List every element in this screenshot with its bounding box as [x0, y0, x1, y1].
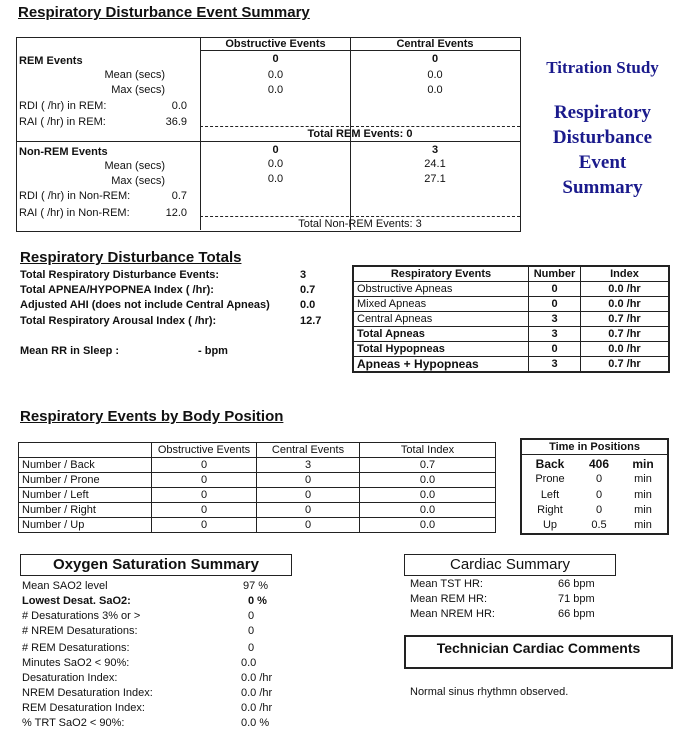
list-item [22, 580, 312, 595]
divider [17, 141, 520, 142]
event-number: 0 [529, 342, 581, 357]
event-label: Obstructive Apneas [353, 282, 529, 297]
oxygen-label: Lowest Desat. SaO2: [22, 595, 131, 607]
time-positions-title: Time in Positions [522, 440, 667, 455]
table-row [353, 357, 669, 373]
nrem-max-label: Max (secs) [111, 175, 165, 187]
list-item [22, 642, 312, 657]
respiratory-events-table [352, 265, 670, 373]
list-item [22, 595, 312, 610]
totals-row-value: 0.0 [300, 299, 316, 311]
side-title-study: Titration Study [546, 58, 659, 77]
divider [200, 126, 520, 127]
event-number: 3 [529, 327, 581, 342]
list-item [22, 687, 312, 702]
table-row [19, 518, 496, 533]
position-label: Number / Prone [19, 473, 152, 488]
time-in-positions-box [520, 438, 669, 535]
body-position-title: Respiratory Events by Body Position [20, 408, 284, 425]
event-index: 0.0 /hr [581, 342, 670, 357]
mean-rr-label: Mean RR in Sleep : [20, 345, 120, 357]
position-obs: 0 [152, 503, 257, 518]
list-item [22, 672, 312, 687]
nrem-obs-count: 0 [272, 144, 279, 156]
oxygen-label: REM Desaturation Index: [22, 702, 145, 714]
rem-obs-mean: 0.0 [267, 69, 284, 81]
position-obs: 0 [152, 458, 257, 473]
event-label: Apneas + Hypopneas [353, 357, 529, 373]
position-name: Left [540, 489, 560, 501]
rem-rdi-label: RDI ( /hr) in REM: [19, 100, 107, 112]
event-summary-table [16, 37, 521, 232]
table-row [353, 327, 669, 342]
oxygen-label: Minutes SaO2 < 90%: [22, 657, 130, 669]
side-title-line: Summary [562, 177, 643, 198]
position-unit: min [634, 473, 652, 485]
technician-comment: Normal sinus rhythmn observed. [410, 686, 569, 698]
position-minutes: 0 [595, 504, 603, 516]
oxygen-list [22, 580, 312, 732]
event-number: 3 [529, 312, 581, 327]
nrem-rai-value: 12.0 [165, 207, 187, 219]
nrem-obs-mean: 0.0 [267, 158, 284, 170]
cardiac-value: 71 bpm [558, 593, 595, 605]
side-title-line: Disturbance [552, 127, 653, 148]
rem-rdi-value: 0.0 [171, 100, 187, 112]
list-item [410, 593, 630, 608]
oxygen-label: # NREM Desaturations: [22, 625, 138, 637]
list-item [22, 702, 312, 717]
cardiac-label: Mean REM HR: [410, 593, 488, 605]
oxygen-value: 0.0 % [241, 717, 270, 729]
col-header [19, 443, 152, 458]
col-header: Obstructive Events [152, 443, 257, 458]
position-unit: min [634, 504, 652, 516]
nrem-rdi-label: RDI ( /hr) in Non-REM: [19, 190, 131, 202]
oxygen-value: 0 [248, 610, 255, 622]
oxygen-label: Desaturation Index: [22, 672, 118, 684]
nrem-rdi-value: 0.7 [171, 190, 187, 202]
page-title: Respiratory Disturbance Event Summary [18, 4, 310, 21]
position-minutes: 0.5 [591, 519, 607, 531]
oxygen-label: NREM Desaturation Index: [22, 687, 153, 699]
list-item [22, 610, 312, 625]
position-idx: 0.0 [360, 473, 496, 488]
position-obs: 0 [152, 518, 257, 533]
rem-obs-max: 0.0 [267, 84, 284, 96]
cardiac-list [410, 578, 630, 623]
rem-label: REM Events [19, 55, 83, 67]
event-index: 0.7 /hr [581, 357, 670, 373]
totals-row-label: Total Respiratory Disturbance Events: [20, 269, 220, 281]
nrem-cen-count: 3 [431, 144, 439, 156]
position-label: Number / Left [19, 488, 152, 503]
table-row [19, 458, 496, 473]
col-header: Total Index [360, 443, 496, 458]
rem-obs-count: 0 [272, 53, 279, 65]
totals-row-value: 0.7 [300, 284, 316, 296]
nrem-cen-max: 27.1 [424, 173, 446, 185]
list-item [22, 625, 312, 642]
position-cen: 0 [257, 518, 360, 533]
divider [200, 216, 520, 217]
nrem-rai-label: RAI ( /hr) in Non-REM: [19, 207, 130, 219]
nrem-mean-label: Mean (secs) [104, 160, 165, 172]
event-label: Central Apneas [353, 312, 529, 327]
nrem-cen-mean: 24.1 [424, 158, 446, 170]
oxygen-value: 0.0 [241, 657, 257, 669]
position-obs: 0 [152, 488, 257, 503]
table-header-row [353, 266, 669, 282]
position-name: Prone [535, 473, 565, 485]
cardiac-label: Mean NREM HR: [410, 608, 495, 620]
position-minutes: 0 [595, 489, 603, 501]
list-item [410, 608, 630, 623]
oxygen-title: Oxygen Saturation Summary [20, 554, 292, 576]
position-cen: 3 [257, 458, 360, 473]
oxygen-value: 0 % [248, 595, 267, 607]
event-number: 0 [529, 297, 581, 312]
event-number: 0 [529, 282, 581, 297]
rem-cen-mean: 0.0 [427, 69, 443, 81]
oxygen-value: 0 [248, 642, 255, 654]
position-unit: min [634, 489, 652, 501]
position-idx: 0.0 [360, 503, 496, 518]
position-minutes: 406 [588, 457, 610, 471]
cardiac-label: Mean TST HR: [410, 578, 483, 590]
event-label: Total Hypopneas [353, 342, 529, 357]
oxygen-value: 0.0 /hr [241, 687, 273, 699]
side-title-line: Event [578, 152, 627, 173]
event-label: Mixed Apneas [353, 297, 529, 312]
position-idx: 0.0 [360, 488, 496, 503]
oxygen-value: 0.0 /hr [241, 672, 273, 684]
col-header: Number [529, 266, 581, 282]
totals-row-label: Total Respiratory Arousal Index ( /hr): [20, 315, 217, 327]
position-name: Right [537, 504, 563, 516]
divider [200, 50, 520, 51]
nrem-obs-max: 0.0 [267, 173, 284, 185]
mean-rr-value: - bpm [198, 345, 228, 357]
position-minutes: 0 [595, 473, 603, 485]
totals-title: Respiratory Disturbance Totals [20, 249, 242, 266]
nrem-label: Non-REM Events [19, 146, 108, 158]
rem-cen-count: 0 [431, 53, 439, 65]
rem-rai-value: 36.9 [165, 116, 187, 128]
totals-row-value: 3 [300, 269, 307, 281]
list-item [410, 578, 630, 593]
side-title-line: Respiratory [553, 102, 652, 123]
event-number: 3 [529, 357, 581, 373]
nrem-total: Total Non-REM Events: 3 [298, 218, 422, 230]
rem-rai-label: RAI ( /hr) in REM: [19, 116, 106, 128]
position-label: Number / Right [19, 503, 152, 518]
totals-row-label: Total APNEA/HYPOPNEA Index ( /hr): [20, 284, 214, 296]
rem-total: Total REM Events: 0 [307, 128, 413, 140]
table-row [353, 342, 669, 357]
col-header: Respiratory Events [353, 266, 529, 282]
side-title-block [525, 100, 680, 200]
rem-cen-max: 0.0 [427, 84, 443, 96]
oxygen-value: 0.0 /hr [241, 702, 273, 714]
position-cen: 0 [257, 488, 360, 503]
table-row [353, 282, 669, 297]
rem-max-label: Max (secs) [111, 84, 165, 96]
table-row [353, 297, 669, 312]
event-index: 0.7 /hr [581, 327, 670, 342]
rem-mean-label: Mean (secs) [104, 69, 165, 81]
oxygen-label: # Desaturations 3% or > [22, 610, 141, 622]
oxygen-value: 97 % [243, 580, 269, 592]
technician-comments-title: Technician Cardiac Comments [404, 635, 673, 669]
event-label: Total Apneas [353, 327, 529, 342]
list-item [22, 717, 312, 732]
oxygen-label: % TRT SaO2 < 90%: [22, 717, 125, 729]
totals-row-value: 12.7 [300, 315, 322, 327]
position-name: Up [542, 519, 558, 531]
position-label: Number / Back [19, 458, 152, 473]
position-cen: 0 [257, 503, 360, 518]
position-idx: 0.0 [360, 518, 496, 533]
table-row [353, 312, 669, 327]
position-label: Number / Up [19, 518, 152, 533]
cardiac-value: 66 bpm [558, 578, 595, 590]
table-header-row [19, 443, 496, 458]
col-obstructive: Obstructive Events [225, 38, 326, 50]
event-index: 0.0 /hr [581, 297, 670, 312]
table-row [19, 503, 496, 518]
oxygen-label: Mean SAO2 level [22, 580, 108, 592]
list-item [22, 657, 312, 672]
col-header: Index [581, 266, 670, 282]
position-name: Back [535, 457, 565, 471]
position-idx: 0.7 [360, 458, 496, 473]
position-unit: min [634, 519, 652, 531]
col-header: Central Events [257, 443, 360, 458]
table-row [19, 488, 496, 503]
oxygen-value: 0 [248, 625, 255, 637]
cardiac-value: 66 bpm [558, 608, 595, 620]
event-index: 0.0 /hr [581, 282, 670, 297]
col-central: Central Events [396, 38, 474, 50]
event-index: 0.7 /hr [581, 312, 670, 327]
body-position-table [18, 442, 496, 533]
table-row [19, 473, 496, 488]
position-cen: 0 [257, 473, 360, 488]
position-obs: 0 [152, 473, 257, 488]
oxygen-label: # REM Desaturations: [22, 642, 130, 654]
position-unit: min [632, 457, 654, 471]
totals-row-label: Adjusted AHI (does not include Central Apneas) [20, 299, 270, 311]
cardiac-title: Cardiac Summary [404, 554, 616, 576]
